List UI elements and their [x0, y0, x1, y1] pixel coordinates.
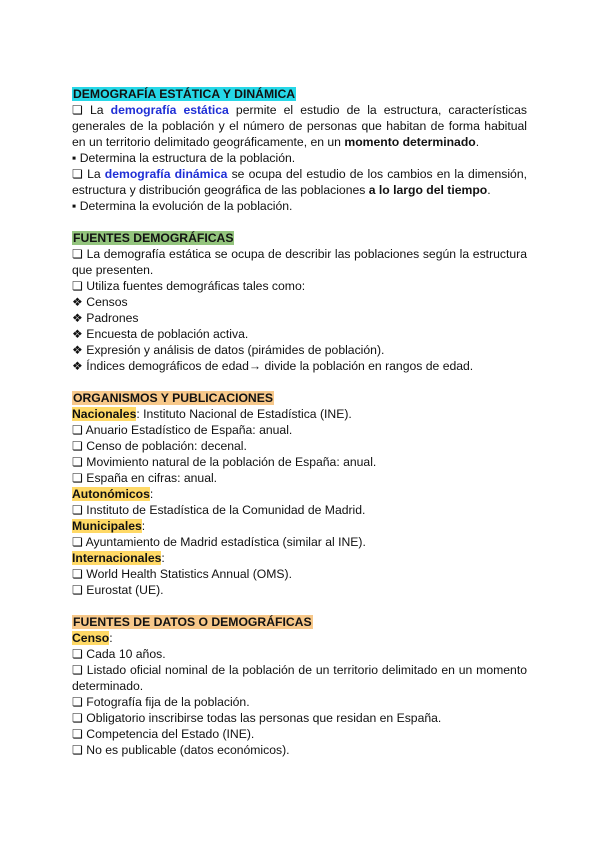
section-title-datos [72, 614, 527, 630]
list-item: ❏ Eurostat (UE). [72, 583, 164, 597]
document-page [72, 86, 527, 758]
list-item: ❖ Padrones [72, 311, 139, 325]
strong-momento: momento determinado [344, 135, 476, 149]
checkbox-bullet-icon: ❏ [72, 103, 83, 117]
detail-estructura: ▪ Determina la estructura de la población. [72, 151, 296, 165]
text-fragment: . [487, 183, 491, 197]
detail-evolucion: ▪ Determina la evolución de la población. [72, 199, 293, 213]
list-item: ❏ Movimiento natural de la población de España: anual. [72, 455, 377, 469]
list-item: ❏ Cada 10 años. [72, 647, 166, 661]
list-item: ❏ España en cifras: anual. [72, 471, 218, 485]
label-internacionales: Internacionales [72, 551, 162, 565]
list-item: ❖ Encuesta de población activa. [72, 327, 249, 341]
title-highlight: ORGANISMOS Y PUBLICACIONES [73, 391, 273, 405]
list-item: ❖ Índices demográficos de edad→ divide la población en rangos de edad. [72, 359, 474, 373]
list-item: ❏ World Health Statistics Annual (OMS). [72, 567, 292, 581]
text-fragment: se ocupa del estudio de los cambios en la dimensión, estructura y distribución geográfica de las poblaciones [72, 167, 527, 197]
term-estatica: demografía estática [110, 103, 229, 117]
nacionales-line [72, 406, 527, 422]
title-highlight: FUENTES DE DATOS O DEMOGRÁFICAS [73, 615, 312, 629]
text-fragment: : [149, 487, 154, 501]
title-highlight: FUENTES DEMOGRÁFICAS [73, 231, 234, 245]
list-item: ❏ Competencia del Estado (INE). [72, 727, 255, 741]
internacionales-line [72, 550, 527, 566]
list-item: ❏ Censo de población: decenal. [72, 439, 247, 453]
paragraph-dinamica [72, 166, 527, 198]
paragraph-describir: ❏ La demografía estática se ocupa de describir las poblaciones según la estructura que presenten. [72, 247, 527, 277]
list-item: ❖ Expresión y análisis de datos (pirámides de población). [72, 343, 385, 357]
paragraph-estatica [72, 102, 527, 150]
label-municipales: Municipales [72, 519, 142, 533]
section-title-organismos [72, 390, 527, 406]
checkbox-bullet-icon: ❏ [72, 167, 83, 181]
text-fragment: : Instituto Nacional de Estadística (INE). [136, 407, 352, 421]
title-highlight: DEMOGRAFÍA ESTÁTICA Y DINÁMICA [73, 87, 296, 101]
label-autonomicos: Autonómicos [72, 487, 150, 501]
list-item: ❏ Obligatorio inscribirse todas las personas que residan en España. [72, 711, 442, 725]
list-item: ❏ Fotografía fija de la población. [72, 695, 250, 709]
text-fragment: La [87, 167, 105, 181]
text-fragment: : [161, 551, 165, 565]
autonomicos-line [72, 486, 527, 502]
censo-line [72, 630, 527, 646]
list-item: ❖ Censos [72, 295, 128, 309]
strong-tiempo: a lo largo del tiempo [368, 183, 488, 197]
municipales-line [72, 518, 527, 534]
list-item: ❏ No es publicable (datos económicos). [72, 743, 290, 757]
term-dinamica: demografía dinámica [104, 167, 228, 181]
list-item: ❏ Instituto de Estadística de la Comunidad de Madrid. [72, 503, 366, 517]
text-fragment: permite el estudio de la estructura, características generales de la población y el número de personas que habitan de forma habitual en un territorio delimitado geográficamente, en un [72, 103, 527, 149]
text-fragment: . [475, 135, 480, 149]
list-item: ❏ Anuario Estadístico de España: anual. [72, 423, 293, 437]
label-censo: Censo [72, 631, 110, 645]
paragraph-utiliza: ❏ Utiliza fuentes demográficas tales como: [72, 279, 306, 293]
label-nacionales: Nacionales [72, 407, 137, 421]
text-fragment: : [141, 519, 146, 533]
section-title-demografia [72, 86, 527, 102]
text-fragment: La [90, 103, 111, 117]
list-item: ❏ Listado oficial nominal de la población de un territorio delimitado en un momento determinado. [72, 663, 527, 693]
text-fragment: : [109, 631, 113, 645]
section-title-fuentes [72, 230, 527, 246]
list-item: ❏ Ayuntamiento de Madrid estadística (similar al INE). [72, 535, 366, 549]
